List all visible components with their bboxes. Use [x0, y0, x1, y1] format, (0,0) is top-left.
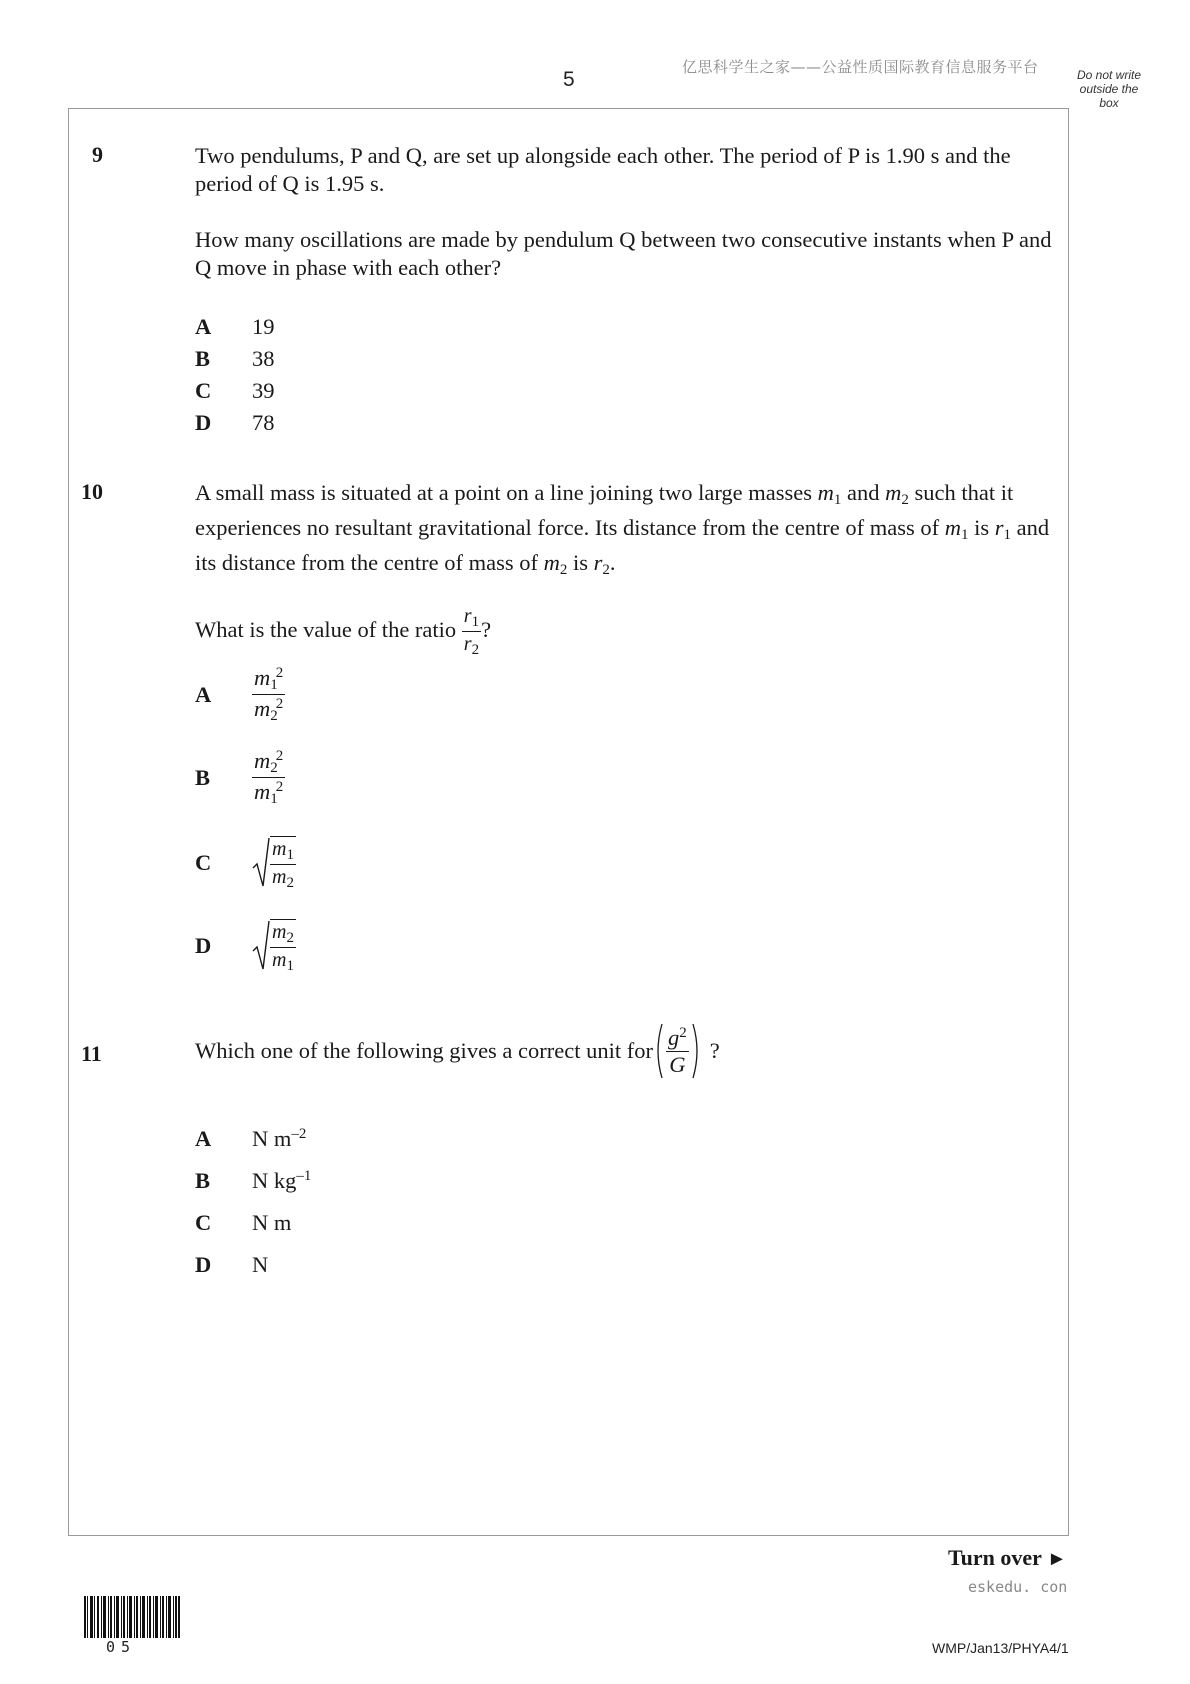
- option-c: [195, 833, 296, 893]
- question-number: 11: [81, 1041, 102, 1066]
- option-value: N $kg^{-1}$: [252, 1168, 312, 1193]
- option-value: 78: [252, 410, 275, 435]
- option-letter: C: [195, 1210, 212, 1235]
- barcode-icon: [84, 1596, 180, 1642]
- option-letter: A: [195, 682, 212, 707]
- question-paragraph: How many oscillations are made by pendulum Q between two consecutive instants when P and Q move in phase with each other?: [195, 227, 1052, 280]
- margin-note-line: Do not write: [1076, 68, 1142, 82]
- option-b: [195, 344, 275, 374]
- option-letter: C: [195, 850, 212, 875]
- sqrt-expression: $\frac{m_2}{m_1}$: [252, 919, 296, 974]
- option-b: [195, 1166, 311, 1196]
- option-d: [195, 1250, 268, 1280]
- barcode-digits: 05: [106, 1638, 137, 1656]
- option-letter: A: [195, 314, 212, 339]
- option-letter: C: [195, 378, 212, 403]
- option-d: [195, 916, 296, 976]
- option-b: [195, 748, 285, 808]
- right-paren-icon: [692, 1022, 702, 1080]
- option-letter: D: [195, 1252, 212, 1277]
- option-a: [195, 1124, 306, 1154]
- option-value: 19: [252, 314, 275, 339]
- margin-note-line: outside the: [1079, 82, 1139, 96]
- sqrt-sign-icon: [252, 919, 270, 971]
- sqrt-expression: $\frac{m_1}{m_2}$: [252, 836, 296, 891]
- sqrt-sign-icon: [252, 836, 270, 888]
- option-value: N: [252, 1252, 269, 1277]
- option-letter: B: [195, 1168, 211, 1193]
- option-value: 38: [252, 346, 275, 371]
- question-number: 10: [81, 479, 103, 504]
- option-letter: A: [195, 1126, 212, 1151]
- option-c: [195, 376, 275, 406]
- option-letter: B: [195, 346, 211, 371]
- option-letter: B: [195, 765, 211, 790]
- page-number: 5: [563, 68, 575, 91]
- option-value: N m: [252, 1210, 292, 1235]
- question-10-text: [195, 479, 1055, 658]
- option-fraction: $\frac{m_1^2}{m_2^2}$: [254, 665, 284, 724]
- header-watermark: 亿思科学生之家——公益性质国际教育信息服务平台: [682, 58, 1039, 76]
- turn-over-label: Turn over ►: [948, 1545, 1067, 1570]
- left-paren-icon: [653, 1022, 663, 1080]
- option-a: [195, 665, 285, 725]
- question-9-text: [195, 142, 1055, 282]
- question-paragraph: Which one of the following gives a correct unit for: [195, 1038, 653, 1063]
- option-letter: D: [195, 410, 212, 435]
- ratio-fraction: $\frac{r_1}{r_2}$: [463, 605, 480, 658]
- option-fraction: $\frac{m_2^2}{m_1^2}$: [254, 748, 284, 807]
- question-paragraph: Two pendulums, P and Q, are set up alongside each other. The period of P is 1.90 s and the period of Q is 1.95 s.: [195, 143, 1011, 196]
- question-number: 9: [92, 142, 103, 167]
- question-11-text: Which one of the following gives a correct unit for $\frac{g^2}{G}$ ?: [195, 1022, 1055, 1080]
- paper-reference-code: WMP/Jan13/PHYA4/1: [932, 1640, 1069, 1656]
- margin-note: [1068, 68, 1150, 110]
- question-paragraph: A small mass is situated at a point on a line joining two large masses $m_1$ and $m_2$ such that it experiences no resultant gravitational force. Its distance from the centre of mass of $m_1$ is $r_1$ and its distance from the centre of mass of $m_2$ is $r_2$.: [195, 480, 1050, 578]
- option-letter: D: [195, 933, 212, 958]
- unit-fraction: $\frac{g^2}{G}$: [667, 1025, 687, 1077]
- triangle-right-icon: ►: [1047, 1548, 1067, 1570]
- option-a: [195, 312, 275, 342]
- option-value: N $m^{-2}$: [252, 1126, 307, 1151]
- site-watermark: eskedu. con: [968, 1578, 1068, 1596]
- option-d: [195, 408, 275, 438]
- option-value: 39: [252, 378, 275, 403]
- question-paragraph: What is the value of the ratio $\frac{r_1}{r_2}$ ?: [195, 605, 492, 658]
- option-c: [195, 1208, 291, 1238]
- margin-note-line: box: [1099, 96, 1119, 110]
